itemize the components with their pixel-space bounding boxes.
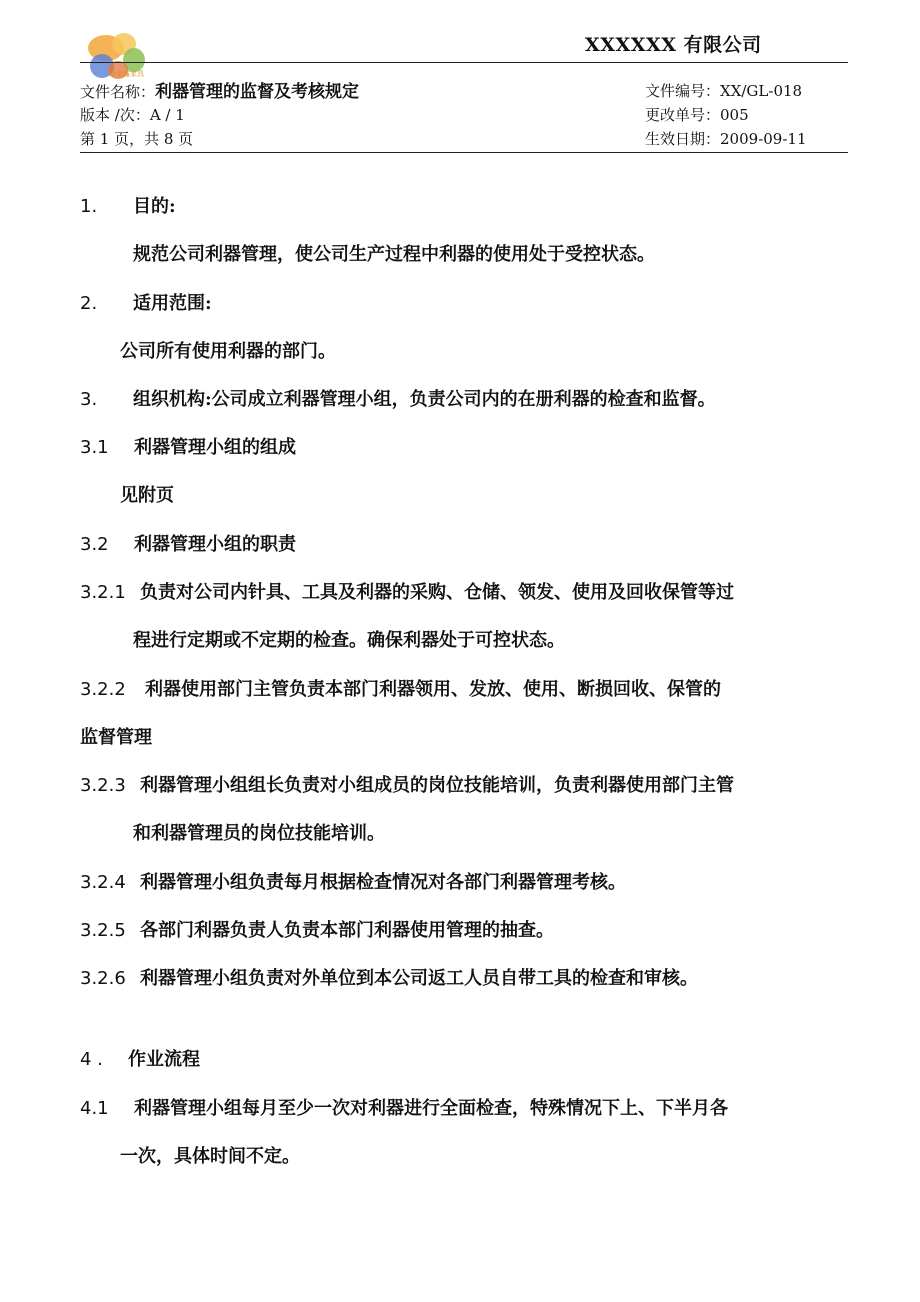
- section-3-2-2-number: 3.2.2: [80, 679, 126, 700]
- doc-no-label: 文件编号：: [645, 82, 721, 100]
- section-3-1-heading: [80, 433, 296, 459]
- section-2-heading: [80, 289, 212, 315]
- section-2-number: 2.: [80, 293, 98, 314]
- section-1-heading: [80, 192, 176, 218]
- effective-label: 生效日期：: [645, 130, 721, 148]
- section-2-title: 适用范围:: [133, 293, 212, 314]
- doc-no-row: [645, 80, 802, 101]
- section-3-1-number: 3.1: [80, 437, 109, 458]
- version-row: [80, 104, 185, 125]
- section-3-2-5-text: 各部门利器负责人负责本部门利器使用管理的抽查。: [140, 920, 554, 941]
- section-3-number: 3.: [80, 389, 98, 410]
- header-top-rule: [80, 62, 848, 63]
- change-no-label: 更改单号：: [645, 106, 721, 124]
- section-3-2-3-number: 3.2.3: [80, 775, 126, 796]
- company-name: XXXXXX 有限公司: [585, 34, 762, 56]
- doc-name-label: 文件名称：: [80, 83, 156, 101]
- section-4-number: 4 .: [80, 1049, 103, 1070]
- section-3-2-2-line1: [80, 675, 721, 701]
- section-3-2-2-text-1: 利器使用部门主管负责本部门利器领用、发放、使用、断损回收、保管的: [145, 679, 721, 700]
- section-3-2-6-number: 3.2.6: [80, 968, 126, 989]
- section-3-2-4-text: 利器管理小组负责每月根据检查情况对各部门利器管理考核。: [140, 872, 626, 893]
- section-3-2-3-line2: 和利器管理员的岗位技能培训。: [133, 823, 385, 844]
- section-1-title: 目的:: [133, 196, 176, 217]
- section-3-2-5: [80, 916, 554, 942]
- section-3-text: 组织机构:公司成立利器管理小组，负责公司内的在册利器的检查和监督。: [133, 389, 716, 410]
- change-no-value: 005: [720, 106, 749, 124]
- doc-no-value: XX/GL-018: [720, 82, 803, 100]
- section-3-2-6: [80, 964, 698, 990]
- doc-name-row: [80, 77, 359, 102]
- effective-date-value: 2009-09-11: [720, 130, 807, 148]
- section-4-1-line1: [80, 1094, 728, 1120]
- section-3-2-3-line1: [80, 771, 734, 797]
- section-4-heading: [80, 1045, 200, 1071]
- effective-date-row: [645, 128, 807, 149]
- section-1-text: 规范公司利器管理，使公司生产过程中利器的使用处于受控状态。: [133, 244, 655, 265]
- section-3-2-1-text-1: 负责对公司内针具、工具及利器的采购、仓储、领发、使用及回收保管等过: [140, 582, 734, 603]
- logo-caption: 绿金鑫家具: [109, 70, 144, 78]
- section-4-1-number: 4.1: [80, 1098, 109, 1119]
- section-3-2-4: [80, 868, 626, 894]
- section-3-2-1-line1: [80, 578, 734, 604]
- section-3-paragraph: [80, 385, 716, 411]
- doc-name: 利器管理的监督及考核规定: [155, 82, 360, 102]
- section-3-2-2-line2: 监督管理: [80, 727, 152, 748]
- section-3-2-3-text-1: 利器管理小组组长负责对小组成员的岗位技能培训，负责利器使用部门主管: [140, 775, 734, 796]
- section-2-text: 公司所有使用利器的部门。: [120, 341, 336, 362]
- section-3-2-5-number: 3.2.5: [80, 920, 126, 941]
- section-3-2-6-text: 利器管理小组负责对外单位到本公司返工人员自带工具的检查和审核。: [140, 968, 698, 989]
- header-bottom-rule: [80, 152, 848, 153]
- section-1-number: 1.: [80, 196, 98, 217]
- section-3-2-heading: [80, 530, 296, 556]
- section-3-1-title: 利器管理小组的组成: [134, 437, 296, 458]
- version-value: A / 1: [149, 106, 185, 124]
- section-3-2-1-line2: 程进行定期或不定期的检查。确保利器处于可控状态。: [133, 630, 565, 651]
- version-label: 版本 /次：: [80, 106, 150, 124]
- section-4-title: 作业流程: [128, 1049, 200, 1070]
- section-4-1-text-1: 利器管理小组每月至少一次对利器进行全面检查，特殊情况下上、下半月各: [134, 1098, 728, 1119]
- section-3-2-1-number: 3.2.1: [80, 582, 126, 603]
- section-4-1-line2: 一次，具体时间不定。: [120, 1146, 300, 1167]
- change-no-row: [645, 104, 749, 125]
- section-3-2-4-number: 3.2.4: [80, 872, 126, 893]
- page-info: 第 1 页，共 8 页: [80, 130, 194, 148]
- section-3-1-text: 见附页: [120, 485, 174, 506]
- section-3-2-title: 利器管理小组的职责: [134, 534, 296, 555]
- section-3-2-number: 3.2: [80, 534, 109, 555]
